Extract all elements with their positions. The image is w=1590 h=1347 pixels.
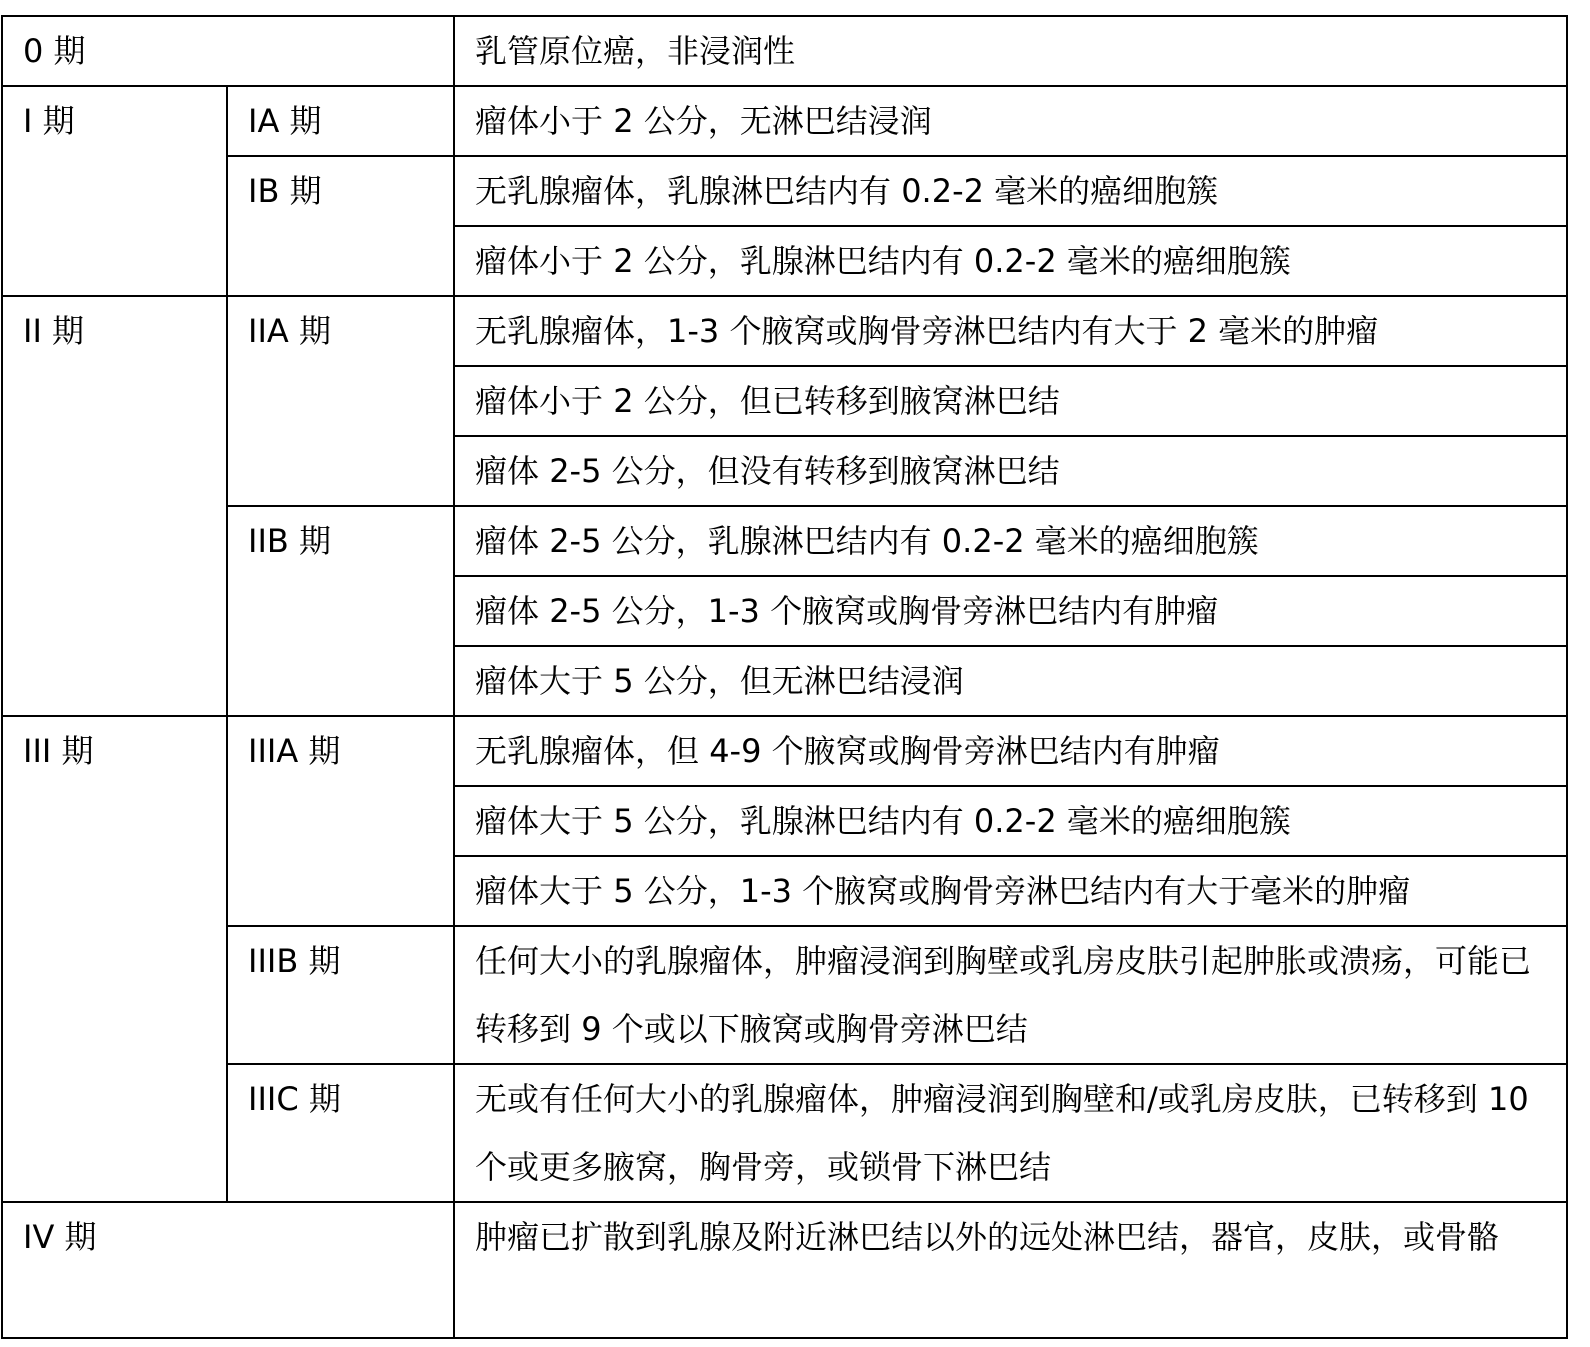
table-row bbox=[2, 926, 1567, 1064]
stage-label: III 期 bbox=[2, 716, 227, 1202]
table-row bbox=[2, 296, 1567, 366]
substage-label: IIIA 期 bbox=[227, 716, 454, 926]
table-row bbox=[2, 506, 1567, 576]
stage-description: 瘤体大于 5 公分，乳腺淋巴结内有 0.2-2 毫米的癌细胞簇 bbox=[454, 786, 1567, 856]
substage-label: IIB 期 bbox=[227, 506, 454, 716]
stage-description: 肿瘤已扩散到乳腺及附近淋巴结以外的远处淋巴结，器官，皮肤，或骨骼 bbox=[454, 1202, 1567, 1338]
table-row bbox=[2, 156, 1567, 226]
substage-label: IB 期 bbox=[227, 156, 454, 296]
stage-description: 乳管原位癌，非浸润性 bbox=[454, 16, 1567, 86]
stage-description: 瘤体大于 5 公分，但无淋巴结浸润 bbox=[454, 646, 1567, 716]
table-row bbox=[2, 16, 1567, 86]
stage-description: 无或有任何大小的乳腺瘤体，肿瘤浸润到胸壁和/或乳房皮肤，已转移到 10 个或更多腋窝，胸骨旁，或锁骨下淋巴结 bbox=[454, 1064, 1567, 1202]
substage-label: IIIB 期 bbox=[227, 926, 454, 1064]
stage-label: 0 期 bbox=[2, 16, 454, 86]
stage-description: 瘤体小于 2 公分，但已转移到腋窝淋巴结 bbox=[454, 366, 1567, 436]
stage-description: 瘤体小于 2 公分，无淋巴结浸润 bbox=[454, 86, 1567, 156]
stage-label: I 期 bbox=[2, 86, 227, 296]
stage-description: 瘤体 2-5 公分，但没有转移到腋窝淋巴结 bbox=[454, 436, 1567, 506]
substage-label: IIA 期 bbox=[227, 296, 454, 506]
breast-cancer-staging-table bbox=[1, 15, 1568, 1339]
stage-description: 瘤体 2-5 公分，1-3 个腋窝或胸骨旁淋巴结内有肿瘤 bbox=[454, 576, 1567, 646]
stage-description: 瘤体小于 2 公分，乳腺淋巴结内有 0.2-2 毫米的癌细胞簇 bbox=[454, 226, 1567, 296]
stage-description: 无乳腺瘤体，1-3 个腋窝或胸骨旁淋巴结内有大于 2 毫米的肿瘤 bbox=[454, 296, 1567, 366]
stage-description: 瘤体大于 5 公分，1-3 个腋窝或胸骨旁淋巴结内有大于毫米的肿瘤 bbox=[454, 856, 1567, 926]
stage-description: 瘤体 2-5 公分，乳腺淋巴结内有 0.2-2 毫米的癌细胞簇 bbox=[454, 506, 1567, 576]
stage-description: 任何大小的乳腺瘤体，肿瘤浸润到胸壁或乳房皮肤引起肿胀或溃疡，可能已转移到 9 个或以下腋窝或胸骨旁淋巴结 bbox=[454, 926, 1567, 1064]
table-row bbox=[2, 1202, 1567, 1338]
stage-label: II 期 bbox=[2, 296, 227, 716]
substage-label: IA 期 bbox=[227, 86, 454, 156]
substage-label: IIIC 期 bbox=[227, 1064, 454, 1202]
table-row bbox=[2, 1064, 1567, 1202]
stage-description: 无乳腺瘤体，乳腺淋巴结内有 0.2-2 毫米的癌细胞簇 bbox=[454, 156, 1567, 226]
stage-label: IV 期 bbox=[2, 1202, 454, 1338]
table-row bbox=[2, 86, 1567, 156]
table-row bbox=[2, 716, 1567, 786]
stage-description: 无乳腺瘤体，但 4-9 个腋窝或胸骨旁淋巴结内有肿瘤 bbox=[454, 716, 1567, 786]
